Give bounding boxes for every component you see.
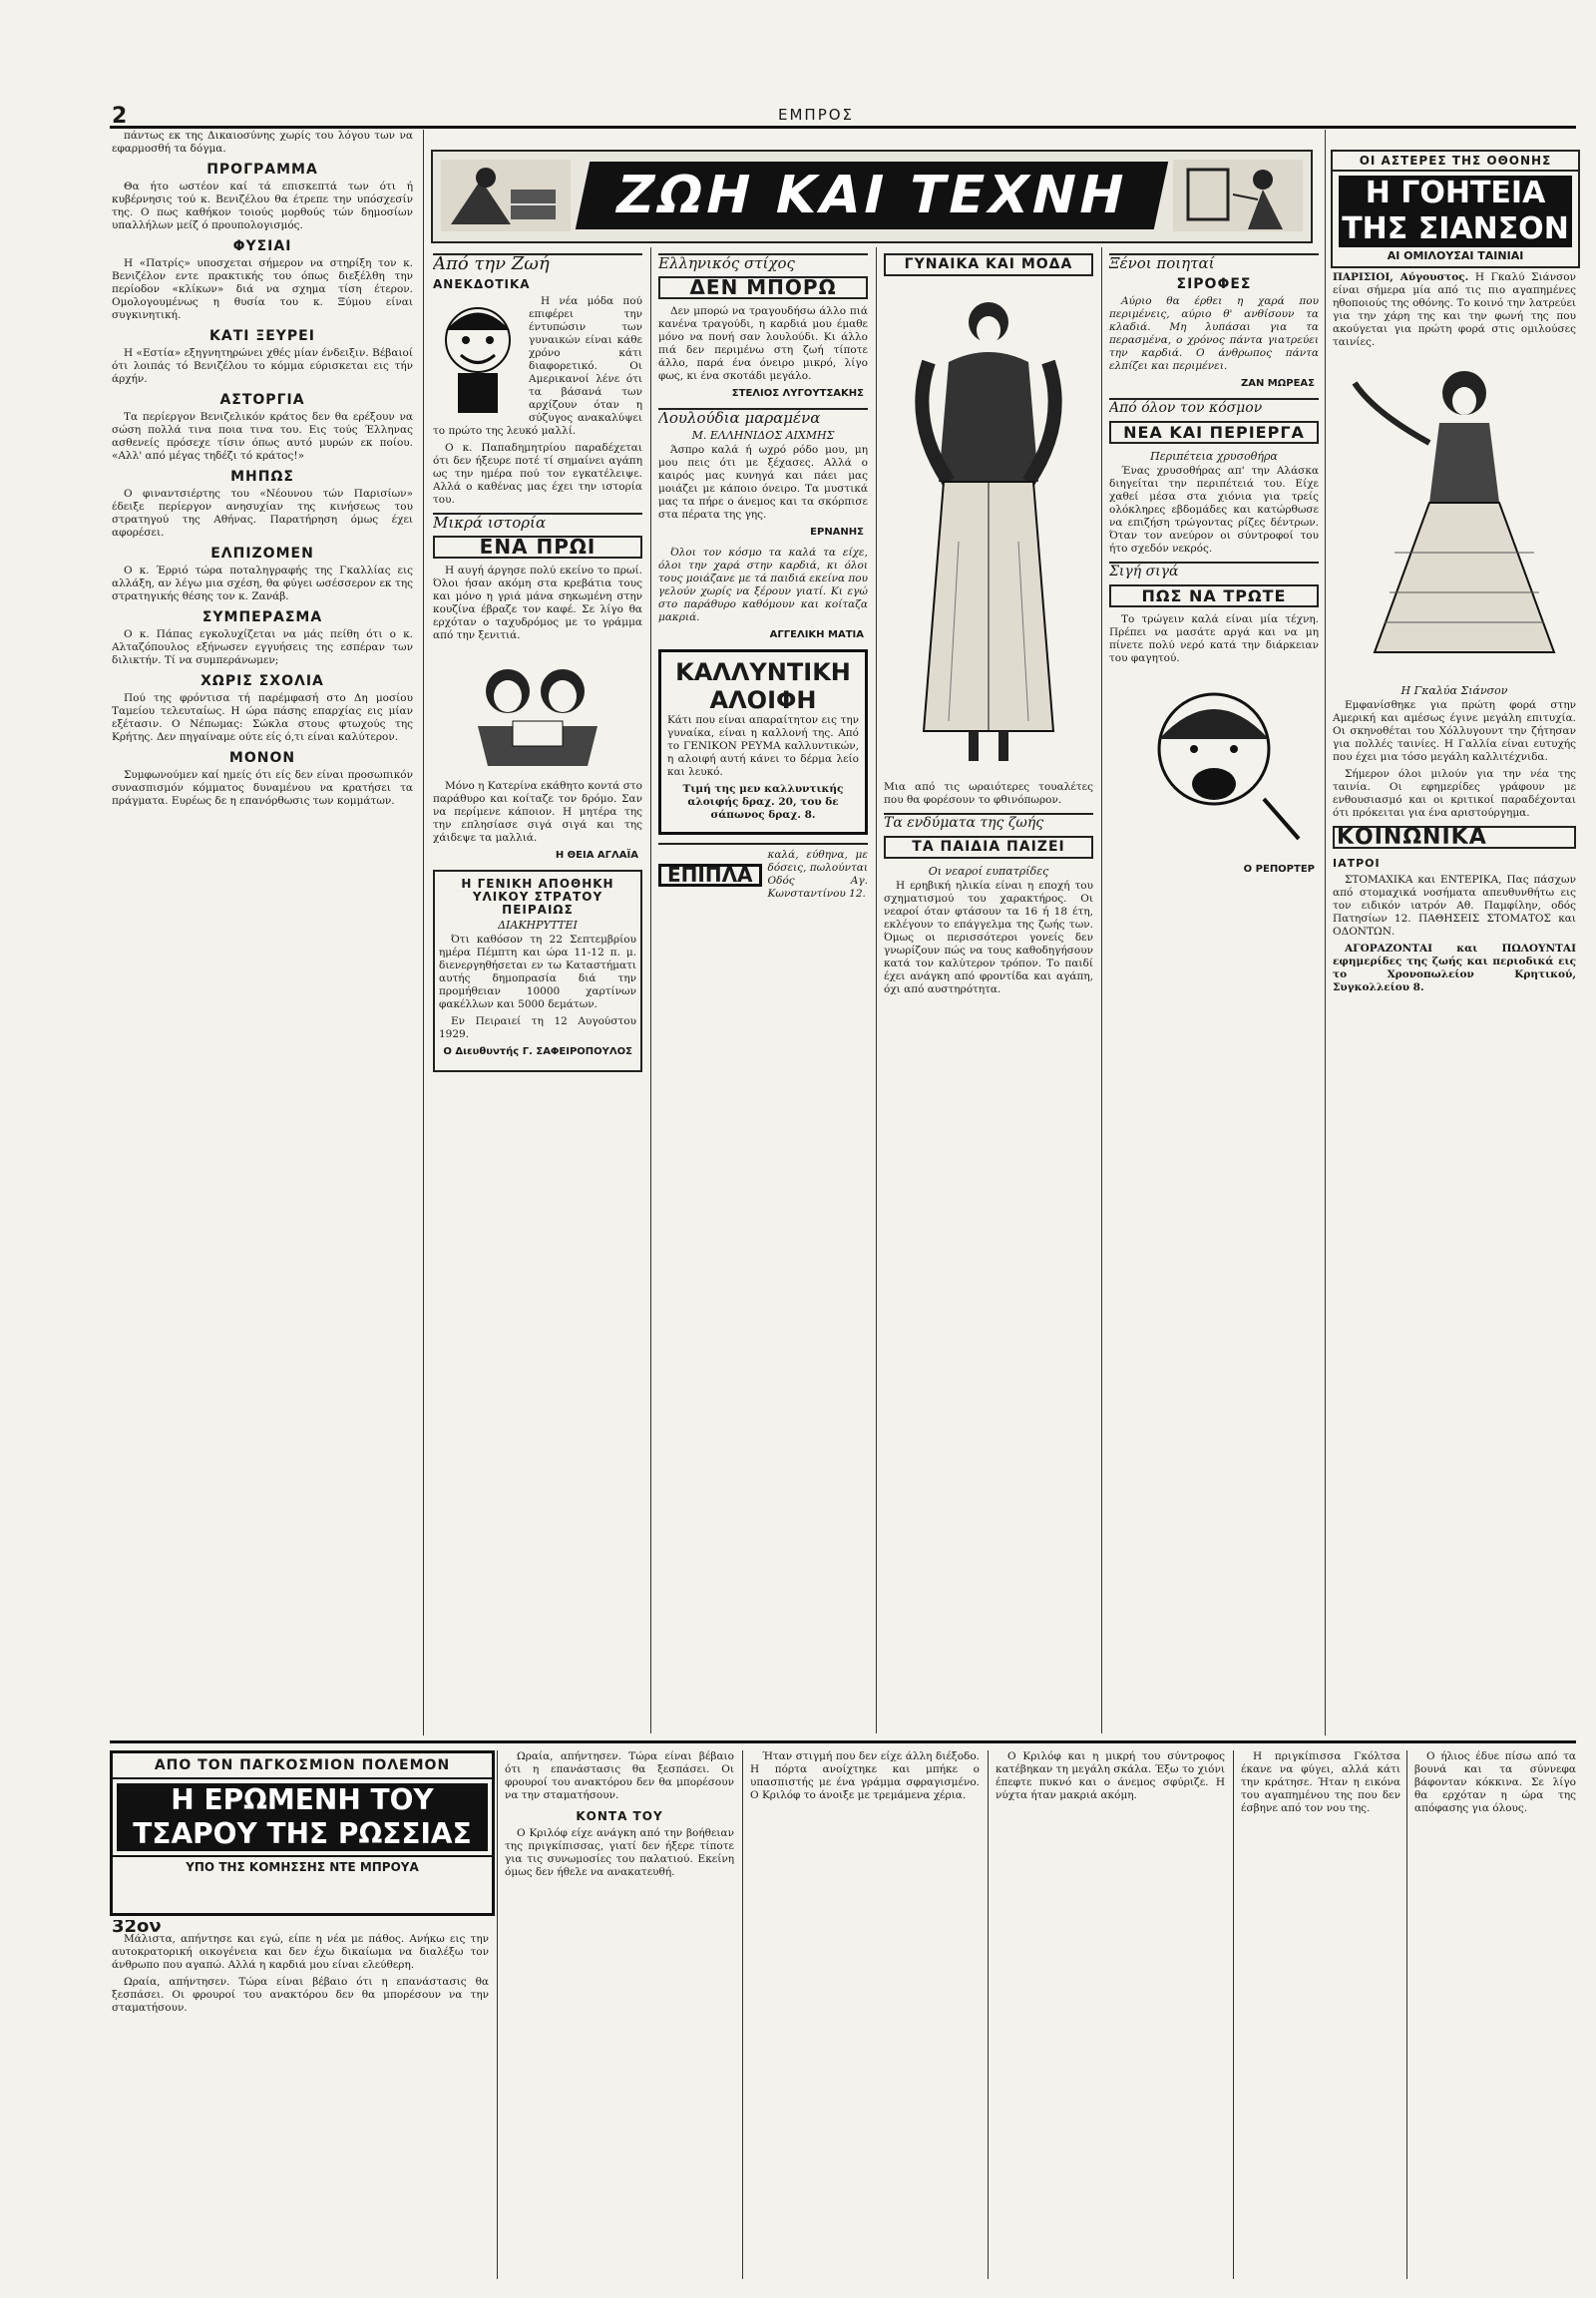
section-text: Ο κ. Πάπας εγκολυχίζεται να μάς πείθη ότι ο κ. Αλταζόπουλος εξήνωσεν εγγυήσεις της εσπέραν των διλικτήν. Τί να συμπεράνωμεν; [112, 628, 413, 666]
column-divider [1406, 1750, 1407, 2279]
section-text: Τα περίεργον Βενιζελικόν κράτος δεν θα ερέξουν να σώση πολλά τινα ποια τινα του. Εις τούς Έλληνας ασθενείς πρόσεχε τίσιν όπως αυτό μυρών εκ ποίου. «Αλλ' από μέγας τηδέζι τό κράτος!» [112, 411, 413, 462]
stars-header: ΟΙ ΑΣΤΕΡΕΣ ΤΗΣ ΟΘΟΝΗΣ [1333, 152, 1578, 172]
column-divider [876, 247, 877, 1733]
page-number: 2 [112, 104, 128, 129]
column-divider [423, 130, 424, 1735]
section-thysiai [112, 240, 413, 322]
section-text: Ένας χρυσοθήρας απ' την Αλάσκα διηγείται την περιπέτειά του. Είχε χαθεί μέσα στα χιόνια για τρείς ολόκληρες εβδομάδες και κατώρθωσε να επιζήση τρώγοντας ρίζες δέντρων. Όταν τον ανεύρον οι σύντροφοί του ήτο σχεδόν νεκρός. [1109, 465, 1319, 555]
section-text: Το τρώγειν καλά είναι μία τέχνη. Πρέπει να μασάτε αργά και να μη πίνετε πολύ νερό κατά την διάρκειαν του φαγητού. [1109, 613, 1319, 664]
section-title: ΧΩΡΙΣ ΣΧΟΛΙΑ [200, 673, 324, 689]
section-title: ΓΥΝΑΙΚΑ ΚΑΙ ΜΟΔΑ [884, 253, 1093, 276]
section-text: Ο κ. Έρριό τώρα ποταληγραφής της Γκαλλίας εις αλλάξη, αν λέγω μια σχέση, θα φύγει ωσέσσερον εκ της στρατηγικής θέσης τον κ. Ζανάβ. [112, 565, 413, 602]
section-text: Η «Εστία» εξηγνητηρώνει χθές μίαν ένδειξιν. Βέβαιοί ότι λοιπάς τό Βενιζέλου το κόμμα εύρισκεται εις τήν άρχήν. [112, 347, 413, 385]
serial-text: Ήταν στιγμή που δεν είχε άλλη διέξοδο. Η πόρτα ανοίχτηκε και μπήκε ο υπασπιστής με ένα γράμμα σφραγισμένο. Ο Κριλόφ το άνοιξε με τρεμάμενα χέρια. [750, 1750, 980, 1801]
section-symperasma [112, 611, 413, 667]
poem-author-line: Μ. ΕΛΛΗΝΙΔΟΣ ΑΙΧΜΗΣ [691, 429, 835, 442]
serial-text: Η πριγκίπισσα Γκόλτσα έκανε να φύγει, αλλά κάτι την κράτησε. Ήταν η εικόνα του αγαπημένου της που δεν έσβηνε από τον νου της. [1241, 1750, 1400, 1814]
serial-novel-box [110, 1750, 495, 1916]
section-choris-scholia [112, 675, 413, 744]
section-header: Σιγή σιγά [1109, 562, 1319, 578]
clown-face-illustration [433, 295, 523, 415]
lead-paragraph: πάντως εκ της Δικαιοσύνης χωρίς του λόγου των να εφαρμοσθή τα δόγμα. [112, 130, 413, 155]
cosmetic-ointment-ad [658, 649, 868, 835]
section-title: ΚΑΤΙ ΞΕΥΡΕΙ [209, 328, 315, 344]
social-text: ΣΤΟΜΑΧΙΚΑ και ΕΝΤΕΡΙΚΑ, Πας πάσχων από στομαχικά νοσήματα απευθυνθήτω εις τον ειδικόν ιατρόν Αθ. Παμφίλην, οδός Πατησίων 12. ΠΑΘΗΣΕΙΣ ΣΤΟΜΑΤΟΣ και ΟΔΟΝΤΩΝ. [1333, 874, 1576, 938]
section-astorgia [112, 394, 413, 463]
section-text: Θα ήτο ωστέον καί τά επισκεπτά των ότι ή κυβέρνησις τού κ. Βενιζέλου θα έτρεπε την υπόσχεσίν της. Ο πως καθήκον τοιούς μορθούς τών δημοσίων υπαλλήλων μείζ ό προυπολογισμός. [112, 181, 413, 231]
serial-text-col6 [1414, 1750, 1576, 2279]
section-title: ΠΡΟΓΡΑΜΜΑ [206, 162, 318, 178]
ad-text: Κάτι που είναι απαραίτητον εις την γυναίκα, είναι η καλλονή της. Από το ΓΕΝΙΚΟΝ ΡΕΥΜΑ καλλυντικών, η αλοιφή αυτή κάνει το δέρμα λείο και λευκό. [667, 714, 859, 778]
stars-title: Η ΓΟΗΤΕΙΑ ΤΗΣ ΣΙΑΝΣΟΝ [1339, 176, 1572, 247]
fashion-caption: Μια από τις ωραιότερες τουαλέτες που θα φορέσουν το φθινόπωρον. [884, 781, 1093, 806]
column-world-news [1109, 247, 1319, 1733]
section-title: ΕΛΠΙΖΟΜΕΝ [210, 546, 314, 562]
poem-text: Αύριο θα έρθει η χαρά που περιμένεις, αύριο θ' ανθίσουν τα κλαδιά. Μη λυπάσαι για τα περασμένα, ο χρόνος πάντα γιατρεύει την καρδιά. Ο άνθρωπος πάντα ελπίζει και περιμένει. [1109, 295, 1319, 372]
column-title: Ελληνικός στίχος [658, 253, 868, 270]
column-divider [1101, 247, 1102, 1733]
ad-title: ΚΑΛΛΥΝΤΙΚΗ ΑΛΟΙΦΗ [675, 658, 851, 714]
column-divider [742, 1750, 743, 2279]
dateline: ΠΑΡΙΣΙΟΙ, Αύγουστος. [1333, 271, 1469, 283]
serial-text-col3 [750, 1750, 980, 2279]
column-divider [988, 1750, 989, 2279]
social-title: ΚΟΙΝΩΝΙΚΑ [1333, 826, 1576, 849]
actress-illustration [1335, 353, 1574, 682]
woman-reading-illustration [441, 160, 571, 231]
column-divider [1325, 130, 1326, 1735]
artist-illustration [1173, 160, 1303, 231]
episode-number: 32ον [112, 1920, 162, 1937]
newspaper-name: ΕΜΠΡΟΣ [778, 106, 855, 124]
section-header: Τα ενδύματα της ζωής [884, 813, 1093, 830]
poem-signature: ΑΓΓΕΛΙΚΗ ΜΑΤΙΑ [769, 629, 864, 640]
story-title: ΕΝΑ ΠΡΩΙ [433, 536, 642, 559]
serial-top-label: ΑΠΟ ΤΟΝ ΠΑΓΚΟΣΜΙΟΝ ΠΟΛΕΜΟΝ [113, 1753, 492, 1779]
poem-text: Όλοι τον κόσμο τα καλά τα είχε, όλοι την χαρά στην καρδιά, κι όλοι τους μοιάζανε με τά παιδιά εκείνα που γελούν χωρίς να ξέρουν γιατί. Κι εγώ στο παράθυρο καθόμουν και κοίταζα μακριά. [658, 547, 868, 623]
column-divider [650, 247, 651, 1733]
section-title: ΜΟΝΟΝ [228, 750, 296, 766]
stars-of-screen-box [1331, 150, 1580, 268]
notice-place: Εν Πειραιεί τη 12 Αυγούστου 1929. [439, 1015, 636, 1040]
story-header: Μικρά ιστορία [433, 513, 642, 530]
serial-text-col2 [505, 1750, 734, 2279]
reporter-signature: Ο ΡΕΠΟΡΤΕΡ [1243, 864, 1315, 875]
cinema-text: Εμφανίσθηκε για πρώτη φορά στην Αμερική και αμέσως έγινε μεγάλη επιτυχία. Οι σκηνοθέται του Χόλλυγουντ την ζήτησαν για πολλές ταινίες. Η Γαλλία είναι ευτυχής που έχει μια τόσο μεγάλη καλλιτέχνιδα. [1333, 699, 1576, 763]
section-title: ΣΥΜΠΕΡΑΣΜΑ [201, 609, 323, 625]
section-title: ΝΕΑ ΚΑΙ ΠΕΡΙΕΡΓΑ [1109, 421, 1319, 444]
serial-title: Η ΕΡΩΜΕΝΗ ΤΟΥ ΤΣΑΡΟΥ ΤΗΣ ΡΩΣΣΙΑΣ [117, 1783, 488, 1851]
column-divider [1233, 1750, 1234, 2279]
section-programma [112, 164, 413, 232]
ad-text: καλά, εύθηνα, με δόσεις, πωλούνται Οδός Αγ. Κωνσταντίνου 12. [767, 849, 868, 900]
poem-header: Λουλούδια μαραμένα [658, 408, 868, 425]
story-text: Μόνο η Κατερίνα εκάθητο κοντά στο παράθυρο και κοίταζε τον δρόμο. Σαν να περίμενε κάποιον. Η μητέρα της την επλησίασε σιγά σιγά και της χάιδεψε τα μαλλιά. [433, 780, 642, 844]
section-subtitle: Περιπέτεια χρυσοθήρα [1150, 450, 1278, 463]
section-kati-xerei [112, 330, 413, 386]
serial-text: Ο Κριλόφ είχε ανάγκη από την βοήθειαν της πριγκίπισσας, γιατί δεν ήξερε τίποτε για τις συνωμοσίες του παλατιού. Εκείνη όμως δεν ήθελε να ανακατευθή. [505, 1827, 734, 1878]
banner-title: ΖΩΗ ΚΑΙ ΤΕΧΝΗ [576, 162, 1168, 229]
section-subtitle: Οι νεαροί ευπατρίδες [928, 865, 1049, 878]
serial-author: ΥΠΟ ΤΗΣ ΚΟΜΗΣΣΗΣ ΝΤΕ ΜΠΡΟΥΑ [113, 1855, 492, 1877]
cinema-text: Σήμερον όλοι μιλούν για την νέα της ταινία. Οι εφημερίδες γράφουν με ενθουσιασμό και οι κριτικοί παραδέχονται ότι πρόκειται για ένα αριστούργημα. [1333, 768, 1576, 819]
poem-title: ΣΙΡΟΦΕΣ [1176, 276, 1252, 292]
military-depot-notice [433, 870, 642, 1072]
section-text: Η «Πατρίς» υποσχεται σήμερον να στηρίξη τον κ. Βενιζέλον εντε πρακτικής του όπως διεξέλθη την περίοδον «κλίκων» διά να σχημα τίση έτερον. Ομολογουμένως η θυσία του κ. Ξύμου είναι συγκινητική. [112, 257, 413, 321]
cinema-text: Η Γκαλύ Σιάνσον είναι σήμερα μία από τις πιο αγαπημένες ηθοποιούς της οθόνης. Το κοινό την λατρεύει για την χάρη της και την φωνή της που ακούγεται για πρώτη φορά στις ομιλούσες ταινίες. [1333, 271, 1576, 348]
section-header: Ξένοι ποιηταί [1109, 253, 1319, 270]
furniture-ad [658, 843, 868, 901]
section-title: ΜΗΠΩΣ [230, 469, 294, 485]
section-banner [431, 150, 1313, 243]
section-text: Ο φιναντσιέρτης του «Νέουνου τών Παρισίων» έδειξε περίεργον ανησυχίαν της κινήσεως του στρατηγού της Αθήνας. Παρατήρηση όμως έχει αφορέσει. [112, 488, 413, 539]
section-text: Πού της φρόντισα τή παρέμφασή στο Δη μοσίου Ταμείου τελευταίως. Η ώρα πάσης επαρχίας εις μίαν εξέτασιν. Ο Νέπωμας: Σώκλα στους φτωχούς της Κρήτης. Δεν πηγαίναμε ούτε είς ό,τι είναι καλύτερον. [112, 692, 413, 743]
section-divider [110, 1740, 1576, 1743]
poem-text: Δεν μπορώ να τραγουδήσω άλλο πιά κανένα τραγούδι, η καρδιά μου έμαθε μόνο να πονή σαν λουλούδι. Κι άλλο πιά δεν περιμένω στη ζωή τίποτε άλλο, παρά ένα όνειρο μικρό, λίγο φως, κι ένα σκοτάδι μεγάλο. [658, 305, 868, 382]
man-eating-illustration [1114, 669, 1314, 859]
section-title: ΦΥΣΙΑΙ [232, 238, 292, 254]
ad-price: Τιμή της μεν καλλυντικής αλοιφής δραχ. 20, του δε σάπωνος δραχ. 8. [682, 783, 844, 821]
column-politics [112, 130, 413, 1725]
section-monon [112, 752, 413, 808]
poem-signature: ΕΡΝΑΝΗΣ [810, 527, 864, 538]
fashion-woman-illustration [889, 282, 1088, 781]
column-divider [497, 1750, 498, 2279]
column-cinema [1333, 271, 1576, 1737]
women-reading-book-illustration [438, 646, 637, 776]
section-elpizomen [112, 548, 413, 603]
story-text: Η αυγή άργησε πολύ εκείνο το πρωί. Όλοι ήσαν ακόμη στα κρεβάτια τους και μόνο η γριά μάνα σηκωμένη στην κουζίνα έβραζε τον καφέ. Σε λίγο θα ερχόταν ο ταχυδρόμος με το γράμμα από την ξενιτιά. [433, 565, 642, 641]
serial-text-col5 [1241, 1750, 1400, 2279]
column-fashion [884, 247, 1093, 1733]
ad-title: ΕΠΙΠΛΑ [658, 864, 762, 887]
notice-title: Η ΓΕΝΙΚΗ ΑΠΟΘΗΚΗ ΥΛΙΚΟΥ ΣΤΡΑΤΟΥ ΠΕΙΡΑΙΩΣ [461, 877, 614, 917]
serial-text: Ο Κριλόφ και η μικρή του σύντροφος κατέβηκαν τη μεγάλη σκάλα. Έξω το χιόνι έπεφτε πυκνό και ο άνεμος σφύριζε. Η νύχτα ήταν μακριά ακόμη. [996, 1750, 1225, 1801]
serial-text-col4 [996, 1750, 1225, 2279]
column-title: Από την Ζωή [433, 253, 642, 270]
serial-subheader: ΚΟΝΤΑ ΤΟΥ [576, 1809, 663, 1823]
serial-text-col1 [112, 1920, 489, 2279]
section-title: ΠΩΣ ΝΑ ΤΡΩΤΕ [1109, 584, 1319, 607]
poem-signature: ΖΑΝ ΜΩΡΕΑΣ [1240, 378, 1315, 389]
notice-text: Ότι καθόσον τη 22 Σεπτεμβρίου ημέρα Πέμπτη και ώρα 11-12 π. μ. διενεργηθήσεται εν τω Καταστήματι αυτής δημοπρασία διά την προμήθειαν 10000 χαρτίνων φακέλλων και 5000 δεμάτων. [439, 934, 636, 1010]
section-text: Η ερηβική ηλικία είναι η εποχή του σχηματισμού του χαρακτήρος. Οι νεαροί όταν φτάσουν τα 16 ή 18 έτη, εκλέγουν το επάγγελμα της ζωής των. Όμως οι περισσότεροι γονείς δεν γνωρίζουν πώς να τους καθοδηγήσουν κατά τον καλύτερον τρόπον. Το παιδί έχει ανάγκη από φροντίδα και αγάπη, όχι από αυστηρότητα. [884, 880, 1093, 995]
notice-director: Ο Διευθυντής Γ. ΣΑΦΕΙΡΟΠΟΥΛΟΣ [443, 1046, 632, 1057]
poem-signature: ΣΤΕΛΙΟΣ ΛΥΓΟΥΤΣΑΚΗΣ [731, 388, 864, 399]
section-header: Από όλον τον κόσμον [1109, 398, 1319, 415]
section-mipos [112, 471, 413, 540]
section-title: ΑΣΤΟΡΓΙΑ [219, 392, 305, 408]
story-signature: Η ΘΕΙΑ ΑΓΛΑΪΑ [555, 850, 638, 861]
poem-text: Άσπρο καλά ή ωχρό ρόδο μου, μη μου πεις ότι με ξέχασες. Αλλά ο καιρός μας κυνηγά και πάει μας μοιάζει με κάποιο όνειρο. Τα μυστικά μας τα πήρε ο άνεμος και τα σκόρπισε στα πέρατα της γης. [658, 444, 868, 521]
section-title: ΤΑ ΠΑΙΔΙΑ ΠΑΙΖΕΙ [884, 836, 1093, 859]
notice-subtitle: ΔΙΑΚΗΡΥΤΤΕΙ [498, 919, 578, 932]
social-subtitle: ΙΑΤΡΟΙ [1333, 857, 1381, 870]
column-poetry [658, 247, 868, 1733]
serial-text: Μάλιστα, απήντησε και εγώ, είπε η νέα με πάθος. Ανήκω εις την αυτοκρατορική οικογένεια και δεν έχω δικαίωμα να διαλέξω τον άνθρωπο που αγαπώ. Αλλά η καρδιά μου είναι ελεύθερη. [112, 1933, 489, 1971]
serial-text: Ο ήλιος έδυε πίσω από τα βουνά και τα σύννεφα βάφονταν κόκκινα. Σε λίγο θα ερχόταν η ώρα της απόφασης για όλους. [1414, 1750, 1576, 1814]
poem-title: ΔΕΝ ΜΠΟΡΩ [658, 276, 868, 299]
serial-text: Ωραία, απήντησεν. Τώρα είναι βέβαιο ότι η επανάστασις θα ξεσπάσει. Οι φρουροί του ανακτόρου δεν θα μπορέσουν να την σταματήσουν. [505, 1750, 734, 1801]
actress-caption: Η Γκαλύα Σιάνσον [1400, 684, 1508, 697]
column-life [433, 247, 642, 1733]
social-text: ΑΓΟΡΑΖΟΝΤΑΙ και ΠΩΛΟΥΝΤΑΙ εφημερίδες της ζωής και περιοδικά εις το Χρονοπωλείον Κρητικού, Συγκολλείου 8. [1333, 943, 1576, 993]
section-title: ΑΝΕΚΔΟΤΙΚΑ [433, 277, 531, 291]
anecdote-text: Η νέα μόδα πού επιφέρει την έντυπώσιν των γυναικών είναι κάθε χρόνο κάτι διαφορετικό. Οι Αμερικανοί λένε ότι τα βάσανά των αρχίζουν όταν η σύζυγος ανακαλύψει το πρώτο της λευκό μαλλί. [433, 295, 642, 437]
stars-subtitle: ΑΙ ΟΜΙΛΟΥΣΑΙ ΤΑΙΝΙΑΙ [1387, 249, 1524, 262]
serial-text: Ωραία, απήντησεν. Τώρα είναι βέβαιο ότι η επανάστασις θα ξεσπάσει. Οι φρουροί του ανακτόρου δεν θα μπορέσουν να την σταματήσουν. [112, 1976, 489, 2014]
anecdote-text: Ο κ. Παπαδημητρίου παραδέχεται ότι δεν ήξευρε ποτέ τί σημαίνει αγάπη ως την ημέρα πού τον εγκατέλειψε. Αλλά ο καθένας μας έχει την ιστορία του. [433, 442, 642, 506]
section-text: Συμφωνούμεν καί ημείς ότι είς δεν είναι προσωπικόν συνασπισμόν κόμματος δυναμένου να κρατήσει τα πράγματα. Ευρέως δε η επανόρθωσις των κομμάτων. [112, 769, 413, 807]
